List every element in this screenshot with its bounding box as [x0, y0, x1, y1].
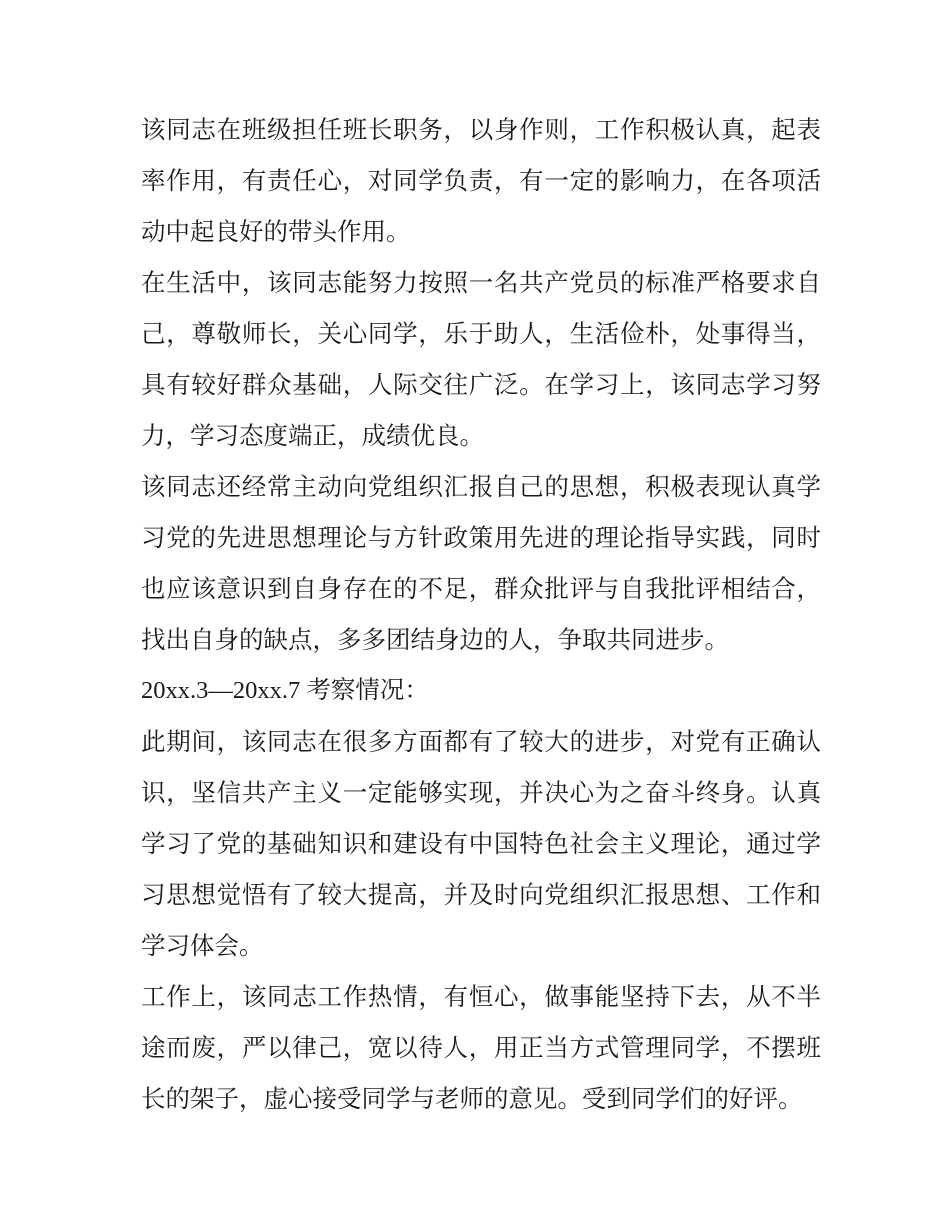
section-heading-assessment-period: 20xx.3—20xx.7 考察情况： — [141, 677, 429, 704]
paragraph-daily-life: 在生活中，该同志能努力按照一名共产党员的标准严格要求自己，尊敬师长，关心同学，乐于助人，生活俭朴，处事得当，具有较好群众基础，人际交往广泛。在学习上，该同志学习努力，学习态度端正，成绩优良。 — [141, 268, 821, 450]
paragraph-ideological-reporting: 该同志还经常主动向党组织汇报自己的思想，积极表现认真学习党的先进思想理论与方针政策用先进的理论指导实践，同时也应该意识到自身存在的不足，群众批评与自我批评相结合，找出自身的缺点，多多团结身边的人，争取共同进步。 — [141, 472, 821, 654]
paragraph-work-attitude: 工作上，该同志工作热情，有恒心，做事能坚持下去，从不半途而废，严以律己，宽以待人，用正当方式管理同学，不摆班长的架子，虚心接受同学与老师的意见。受到同学们的好评。 — [141, 982, 821, 1113]
document-body — [141, 104, 821, 1124]
paragraph-progress-during-period: 此期间，该同志在很多方面都有了较大的进步，对党有正确认识，坚信共产主义一定能够实现，并决心为之奋斗终身。认真学习了党的基础知识和建设有中国特色社会主义理论，通过学习思想觉悟有了较大提高，并及时向党组织汇报思想、工作和学习体会。 — [141, 727, 821, 960]
paragraph-class-monitor-duties: 该同志在班级担任班长职务，以身作则，工作积极认真，起表率作用，有责任心，对同学负责，有一定的影响力，在各项活动中起良好的带头作用。 — [141, 115, 821, 246]
